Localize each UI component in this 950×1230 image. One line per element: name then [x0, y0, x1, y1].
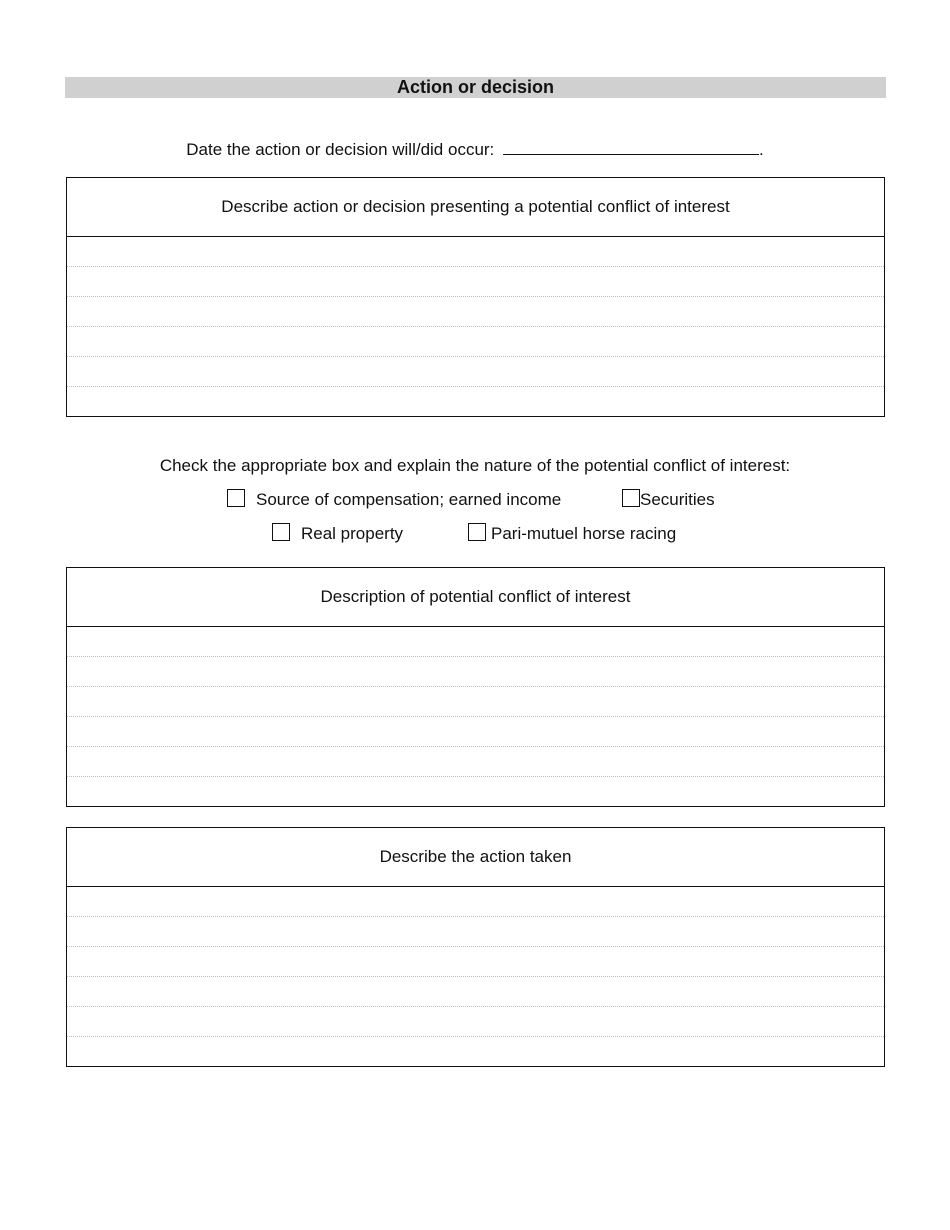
real-property-label: Real property — [301, 524, 404, 543]
action-taken-box — [66, 827, 885, 1067]
securities-label: Securities — [640, 490, 715, 509]
describe-action-header: Describe action or decision presenting a potential conflict of interest — [67, 178, 884, 237]
describe-action-line[interactable] — [67, 357, 884, 387]
action-taken-line[interactable] — [67, 1037, 884, 1066]
real-property-checkbox[interactable] — [272, 523, 290, 541]
action-taken-line[interactable] — [67, 887, 884, 917]
checkbox-row-2 — [0, 523, 950, 545]
describe-action-line[interactable] — [67, 267, 884, 297]
conflict-description-line[interactable] — [67, 657, 884, 687]
action-taken-line[interactable] — [67, 917, 884, 947]
date-row — [0, 137, 950, 160]
securities-checkbox[interactable] — [622, 489, 640, 507]
conflict-description-line[interactable] — [67, 687, 884, 717]
describe-action-line[interactable] — [67, 297, 884, 327]
date-prompt: Date the action or decision will/did occur: — [186, 140, 495, 159]
action-taken-line[interactable] — [67, 947, 884, 977]
conflict-description-line[interactable] — [67, 717, 884, 747]
horse-racing-label: Pari-mutuel horse racing — [491, 524, 677, 543]
conflict-description-box — [66, 567, 885, 807]
describe-action-line[interactable] — [67, 327, 884, 357]
conflict-description-line[interactable] — [67, 627, 884, 657]
conflict-description-line[interactable] — [67, 777, 884, 806]
conflict-description-header: Description of potential conflict of interest — [67, 568, 884, 627]
date-period: . — [759, 140, 764, 159]
describe-action-line[interactable] — [67, 387, 884, 416]
action-taken-line[interactable] — [67, 977, 884, 1007]
checkbox-row-1 — [0, 489, 950, 511]
date-input-line[interactable] — [503, 137, 759, 155]
action-taken-line[interactable] — [67, 1007, 884, 1037]
describe-action-line[interactable] — [67, 237, 884, 267]
describe-action-box — [66, 177, 885, 417]
section-title: Action or decision — [65, 77, 886, 98]
action-taken-header: Describe the action taken — [67, 828, 884, 887]
compensation-checkbox[interactable] — [227, 489, 245, 507]
compensation-label: Source of compensation; earned income — [256, 490, 562, 509]
horse-racing-checkbox[interactable] — [468, 523, 486, 541]
conflict-description-line[interactable] — [67, 747, 884, 777]
check-instruction: Check the appropriate box and explain the nature of the potential conflict of interest: — [159, 456, 791, 475]
